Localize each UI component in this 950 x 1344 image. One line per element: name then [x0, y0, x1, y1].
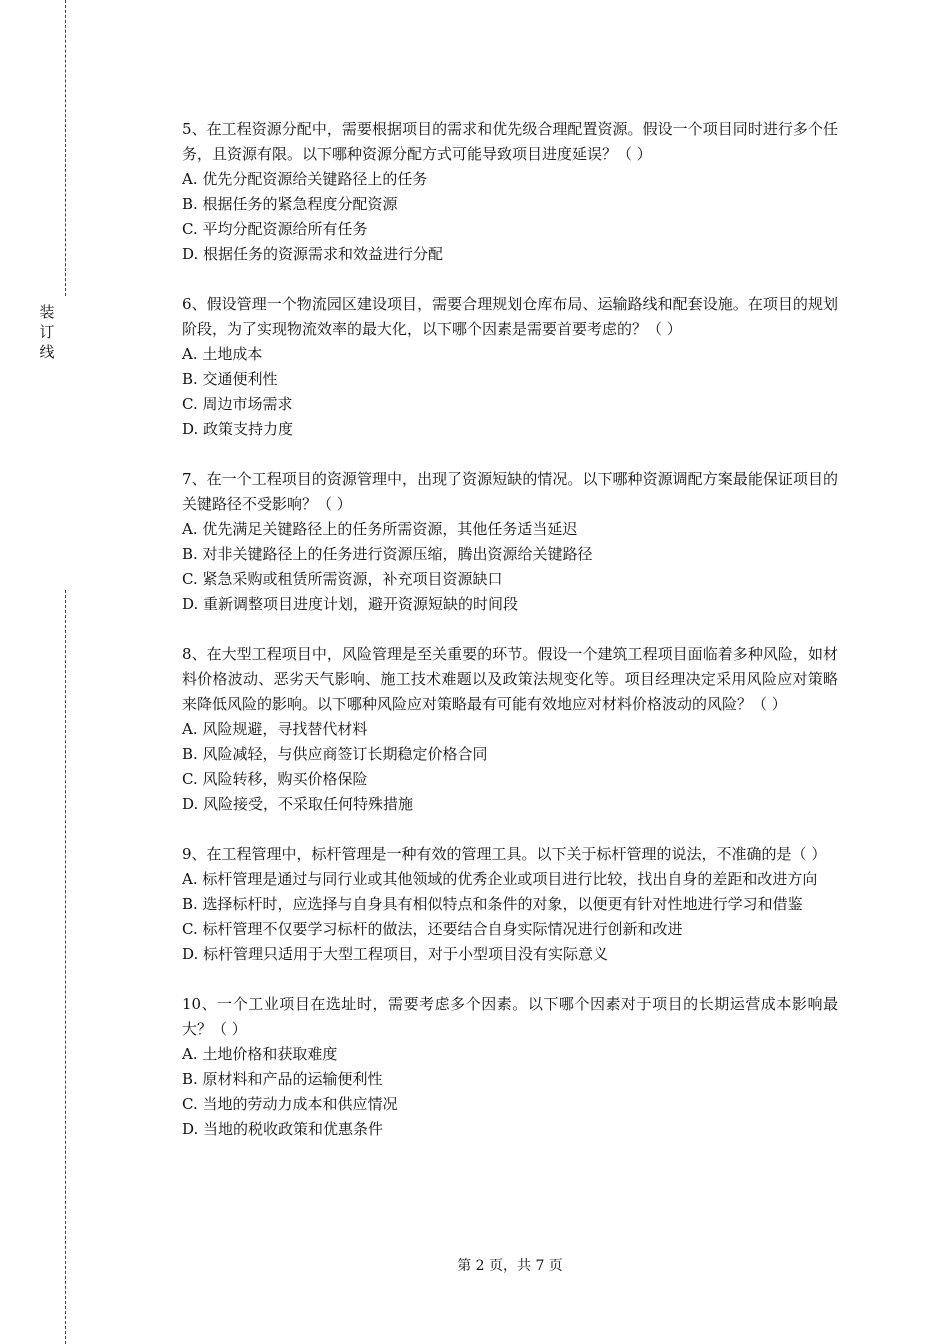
- binding-label: [37, 302, 57, 362]
- option-c: C. 风险转移，购买价格保险: [182, 770, 368, 788]
- question-7: [182, 467, 838, 617]
- binding-line-bottom: [65, 590, 66, 1344]
- question-stem: 10、一个工业项目在选址时，需要考虑多个因素。以下哪个因素对于项目的长期运营成本影响最大？（ ）: [182, 995, 838, 1038]
- question-list: [182, 117, 838, 1167]
- option-a: A. 土地成本: [182, 345, 263, 363]
- option-d: D. 根据任务的资源需求和效益进行分配: [182, 245, 444, 263]
- option-a: A. 土地价格和获取难度: [182, 1045, 338, 1063]
- question-stem: 8、在大型工程项目中，风险管理是至关重要的环节。假设一个建筑工程项目面临着多种风险，如材料价格波动、恶劣天气影响、施工技术难题以及政策法规变化等。项目经理决定采用风险应对策略来降低风险的影响。以下哪种风险应对策略最有可能有效地应对材料价格波动的风险？（ ）: [182, 645, 838, 713]
- option-d: D. 当地的税收政策和优惠条件: [182, 1120, 384, 1138]
- question-9: [182, 842, 838, 967]
- option-d: D. 政策支持力度: [182, 420, 294, 438]
- binding-char: 线: [39, 343, 55, 361]
- option-b: B. 风险减轻，与供应商签订长期稳定价格合同: [182, 745, 488, 763]
- option-a: A. 风险规避，寻找替代材料: [182, 720, 368, 738]
- question-10: [182, 992, 838, 1142]
- option-c: C. 紧急采购或租赁所需资源，补充项目资源缺口: [182, 570, 503, 588]
- option-a: A. 优先满足关键路径上的任务所需资源，其他任务适当延迟: [182, 520, 578, 538]
- question-stem: 7、在一个工程项目的资源管理中，出现了资源短缺的情况。以下哪种资源调配方案最能保证项目的关键路径不受影响？（ ）: [182, 470, 838, 513]
- option-d: D. 重新调整项目进度计划，避开资源短缺的时间段: [182, 595, 519, 613]
- option-b: B. 选择标杆时，应选择与自身具有相似特点和条件的对象，以便更有针对性地进行学习和借鉴: [182, 895, 803, 913]
- question-stem: 5、在工程资源分配中，需要根据项目的需求和优先级合理配置资源。假设一个项目同时进行多个任务，且资源有限。以下哪种资源分配方式可能导致项目进度延误？（ ）: [182, 120, 838, 163]
- page-number: 第 2 页，共 7 页: [457, 1258, 563, 1274]
- option-a: A. 优先分配资源给关键路径上的任务: [182, 170, 428, 188]
- option-a: A. 标杆管理是通过与同行业或其他领域的优秀企业或项目进行比较，找出自身的差距和改进方向: [182, 870, 818, 888]
- option-d: D. 标杆管理只适用于大型工程项目，对于小型项目没有实际意义: [182, 945, 609, 963]
- option-c: C. 标杆管理不仅要学习标杆的做法，还要结合自身实际情况进行创新和改进: [182, 920, 683, 938]
- option-b: B. 原材料和产品的运输便利性: [182, 1070, 383, 1088]
- question-8: [182, 642, 838, 817]
- binding-line-top: [65, 0, 66, 296]
- option-b: B. 交通便利性: [182, 370, 278, 388]
- question-stem: 6、假设管理一个物流园区建设项目，需要合理规划仓库布局、运输路线和配套设施。在项目的规划阶段，为了实现物流效率的最大化，以下哪个因素是需要首要考虑的？（ ）: [182, 295, 838, 338]
- option-c: C. 平均分配资源给所有任务: [182, 220, 368, 238]
- binding-char: 订: [39, 323, 55, 341]
- option-b: B. 根据任务的紧急程度分配资源: [182, 195, 398, 213]
- question-6: [182, 292, 838, 442]
- option-c: C. 当地的劳动力成本和供应情况: [182, 1095, 398, 1113]
- question-stem: 9、在工程管理中，标杆管理是一种有效的管理工具。以下关于标杆管理的说法，不准确的是（ ）: [182, 845, 827, 863]
- option-d: D. 风险接受，不采取任何特殊措施: [182, 795, 414, 813]
- option-b: B. 对非关键路径上的任务进行资源压缩，腾出资源给关键路径: [182, 545, 593, 563]
- binding-char: 装: [39, 303, 55, 321]
- option-c: C. 周边市场需求: [182, 395, 293, 413]
- question-5: [182, 117, 838, 267]
